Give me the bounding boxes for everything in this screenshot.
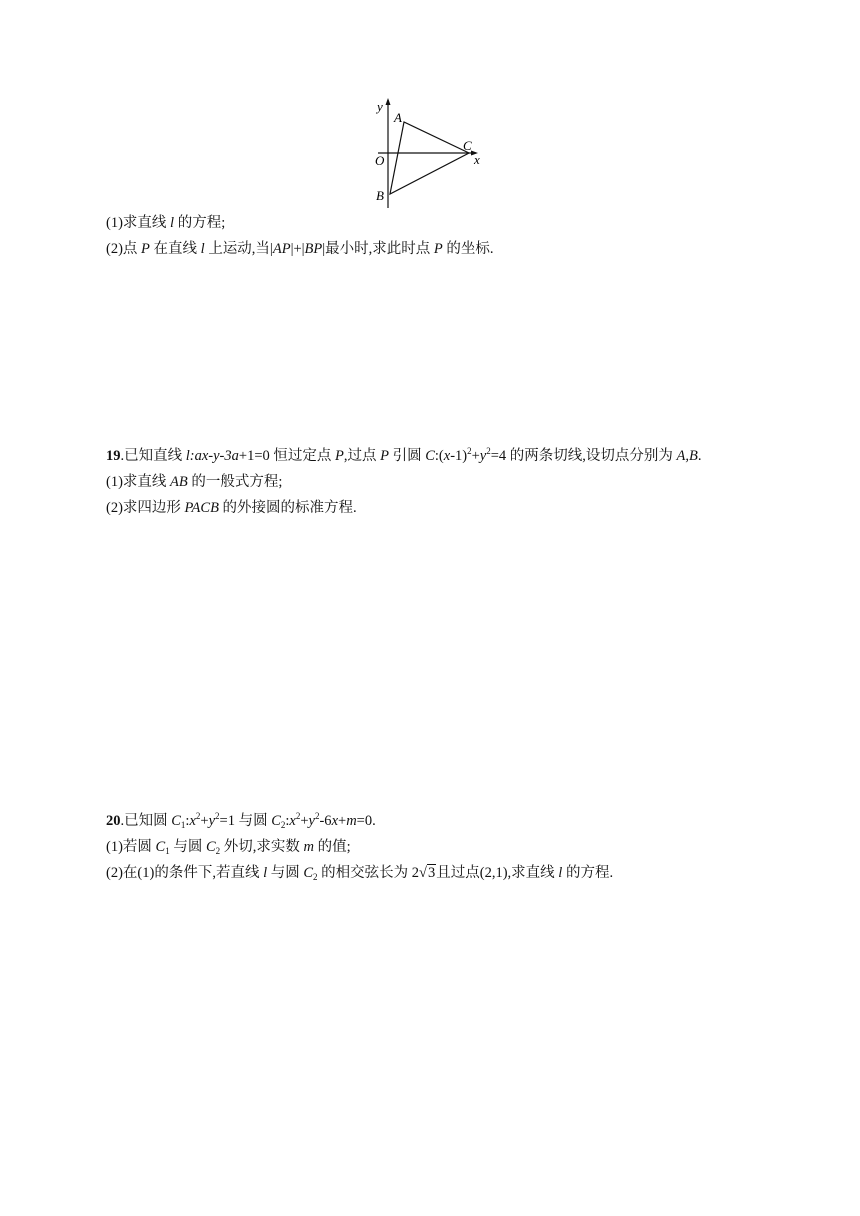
label-origin: O xyxy=(375,153,385,168)
label-y: y xyxy=(377,99,383,114)
q20-part2: (2)在(1)的条件下,若直线 l 与圆 $C_2$ 的相交弦长为 2√3且过点(2,1),求直线 l 的方程. xyxy=(106,865,614,882)
sqrt-3: √3 xyxy=(419,865,436,881)
label-b: B xyxy=(376,188,384,203)
q19-stem: 19.已知直线 l:ax-y-3a+1=0 恒过定点 P,过点 P 引圆 $C:(x-1)^2+y^2=4$ 的两条切线,设切点分别为 A,B. xyxy=(106,446,702,464)
q19-part2: (2)求四边形 PACB 的外接圆的标准方程. xyxy=(106,500,357,516)
y-axis-arrow xyxy=(386,98,391,105)
q20-part1: (1)若圆 $C_1$ 与圆 $C_2$ 外切,求实数 m 的值; xyxy=(106,839,351,856)
q18-part2: (2)点 P 在直线 l 上运动,当|AP|+|BP|最小时,求此时点 P 的坐标. xyxy=(106,241,494,257)
q18-part1: (1)求直线 l 的方程; xyxy=(106,215,226,231)
triangle-abc xyxy=(390,122,469,194)
label-a: A xyxy=(394,110,402,125)
label-c: C xyxy=(463,138,472,153)
label-x: x xyxy=(474,152,480,167)
q20-stem: 20.已知圆 $C_1:x^2+y^2=1$ 与圆 $C_2:x^2+y^2-6x+m=0$. xyxy=(106,811,376,830)
q19-part1: (1)求直线 AB 的一般式方程; xyxy=(106,474,283,490)
triangle-figure xyxy=(360,96,496,214)
